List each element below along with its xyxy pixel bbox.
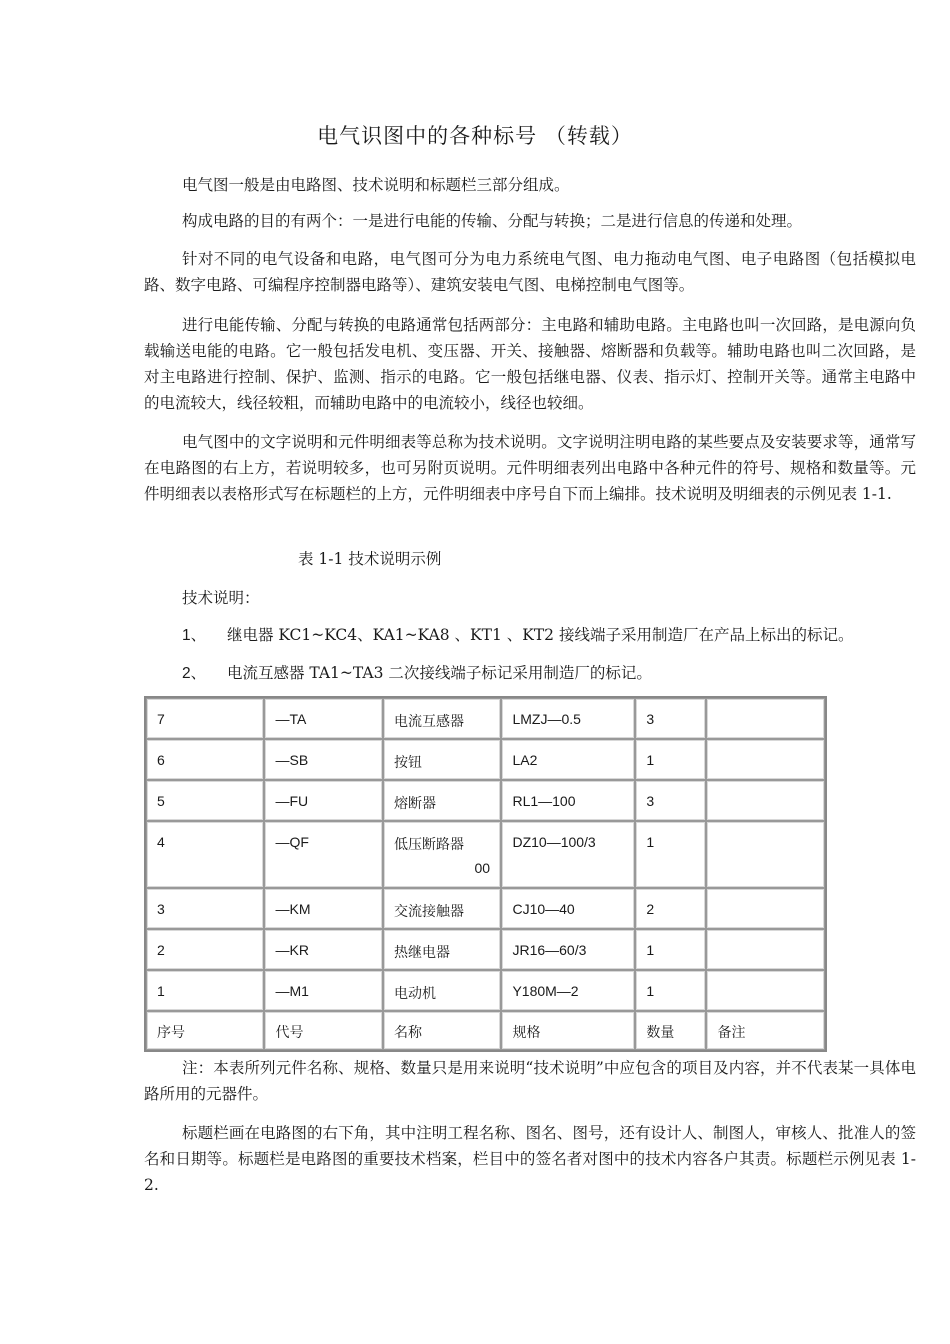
cell-spec: LMZJ—0.5 — [501, 698, 635, 739]
cell-code: —M1 — [264, 970, 382, 1011]
cell-spec: Y180M—2 — [501, 970, 635, 1011]
cell-name: 熔断器 — [383, 780, 501, 821]
table-row — [146, 780, 825, 821]
cell-qty: 3 — [635, 780, 706, 821]
paragraph-circuits: 进行电能传输、分配与转换的电路通常包括两部分：主电路和辅助电路。主电路也叫一次回路，是电源向负载输送电能的电路。它一般包括发电机、变压器、开关、接触器、熔断器和负载等。辅助电路也叫二次回路，是对主电路进行控制、保护、监测、指示的电路。它一般包括继电器、仪表、指示灯、控制开关等。通常主电路中的电流较大，线径较粗，而辅助电路中的电流较小，线径也较细。 — [144, 316, 916, 412]
cell-name: 交流接触器 — [383, 888, 501, 929]
header-spec: 规格 — [501, 1011, 635, 1050]
cell-no: 5 — [146, 780, 264, 821]
cell-code: —FU — [264, 780, 382, 821]
cell-no: 1 — [146, 970, 264, 1011]
tech-item — [182, 661, 652, 686]
cell-qty: 1 — [635, 821, 706, 888]
table-caption: 表 1-1 技术说明示例 — [298, 550, 442, 568]
tech-item-text: 电流互感器 TA1~TA3 二次接线端子标记采用制造厂的标记。 — [226, 664, 652, 682]
cell-code: —KR — [264, 929, 382, 970]
header-qty: 数量 — [635, 1011, 706, 1050]
paragraph-types: 针对不同的电气设备和电路，电气图可分为电力系统电气图、电力拖动电气图、电子电路图（包括模拟电路、数字电路、可编程序控制器电路等）、建筑安装电气图、电梯控制电气图等。 — [144, 250, 916, 294]
cell-note — [706, 929, 825, 970]
cell-no: 4 — [146, 821, 264, 888]
cell-name: 电动机 — [383, 970, 501, 1011]
cell-name: 低压断路器 — [383, 821, 501, 888]
cell-no: 3 — [146, 888, 264, 929]
cell-qty: 3 — [635, 698, 706, 739]
spec-text: DZ10—100/3 — [512, 834, 596, 850]
table-row — [146, 698, 825, 739]
header-name: 名称 — [383, 1011, 501, 1050]
cell-spec: JR16—60/3 — [501, 929, 635, 970]
cell-code: —SB — [264, 739, 382, 780]
tech-item — [182, 623, 853, 648]
cell-name: 电流互感器 — [383, 698, 501, 739]
cell-no: 2 — [146, 929, 264, 970]
table-row — [146, 929, 825, 970]
cell-spec: LA2 — [501, 739, 635, 780]
table-header-row — [146, 1011, 825, 1050]
cell-qty: 1 — [635, 970, 706, 1011]
cell-spec: CJ10—40 — [501, 888, 635, 929]
cell-code: —KM — [264, 888, 382, 929]
tech-heading: 技术说明： — [182, 589, 260, 607]
table-row — [146, 970, 825, 1011]
spec-wrapped — [474, 834, 634, 876]
paragraph-tech-notes: 电气图中的文字说明和元件明细表等总称为技术说明。文字说明注明电路的某些要点及安装要求等，通常写在电路图的右上方，若说明较多，也可另附页说明。元件明细表列出电路中各种元件的符号、规格和数量等。元件明细表以表格形式写在标题栏的上方，元件明细表中序号自下而上编排。技术说明及明细表的示例见表 1-1. — [144, 433, 916, 503]
table-row — [146, 739, 825, 780]
cell-qty: 1 — [635, 929, 706, 970]
header-note: 备注 — [706, 1011, 825, 1050]
cell-note — [706, 698, 825, 739]
cell-no: 7 — [146, 698, 264, 739]
parts-table — [144, 696, 827, 1052]
header-no: 序号 — [146, 1011, 264, 1050]
cell-note — [706, 970, 825, 1011]
cell-note — [706, 888, 825, 929]
cell-qty: 1 — [635, 739, 706, 780]
cell-code: —QF — [264, 821, 382, 888]
table-row — [146, 888, 825, 929]
cell-name: 按钮 — [383, 739, 501, 780]
cell-no: 6 — [146, 739, 264, 780]
cell-spec: RL1—100 — [501, 780, 635, 821]
page-title: 电气识图中的各种标号 （转载） — [317, 124, 633, 148]
tech-item-number: 2、 — [182, 665, 207, 682]
cell-note — [706, 739, 825, 780]
tech-item-number: 1、 — [182, 627, 207, 644]
cell-qty: 2 — [635, 888, 706, 929]
tech-item-text: 继电器 KC1~KC4、KA1~KA8 、KT1 、KT2 接线端子采用制造厂在产品上标出的标记。 — [226, 626, 854, 644]
cell-name: 热继电器 — [383, 929, 501, 970]
header-code: 代号 — [264, 1011, 382, 1050]
table-row — [146, 821, 825, 888]
cell-note — [706, 780, 825, 821]
paragraph-intro: 电气图一般是由电路图、技术说明和标题栏三部分组成。 — [182, 176, 570, 194]
cell-note — [706, 821, 825, 888]
cell-spec — [474, 821, 635, 888]
cell-code: —TA — [264, 698, 382, 739]
paragraph-purpose: 构成电路的目的有两个：一是进行电能的传输、分配与转换；二是进行信息的传递和处理。 — [182, 212, 803, 230]
spec-text-overflow: 00 — [474, 860, 491, 876]
table-note: 注：本表所列元件名称、规格、数量只是用来说明“技术说明”中应包含的项目及内容，并不代表某一具体电路所用的元器件。 — [144, 1059, 916, 1103]
paragraph-title-block: 标题栏画在电路图的右下角，其中注明工程名称、图名、图号，还有设计人、制图人，审核人、批准人的签名和日期等。标题栏是电路图的重要技术档案，栏目中的签名者对图中的技术内容各户其责。标题栏示例见表 1-2. — [144, 1124, 916, 1194]
